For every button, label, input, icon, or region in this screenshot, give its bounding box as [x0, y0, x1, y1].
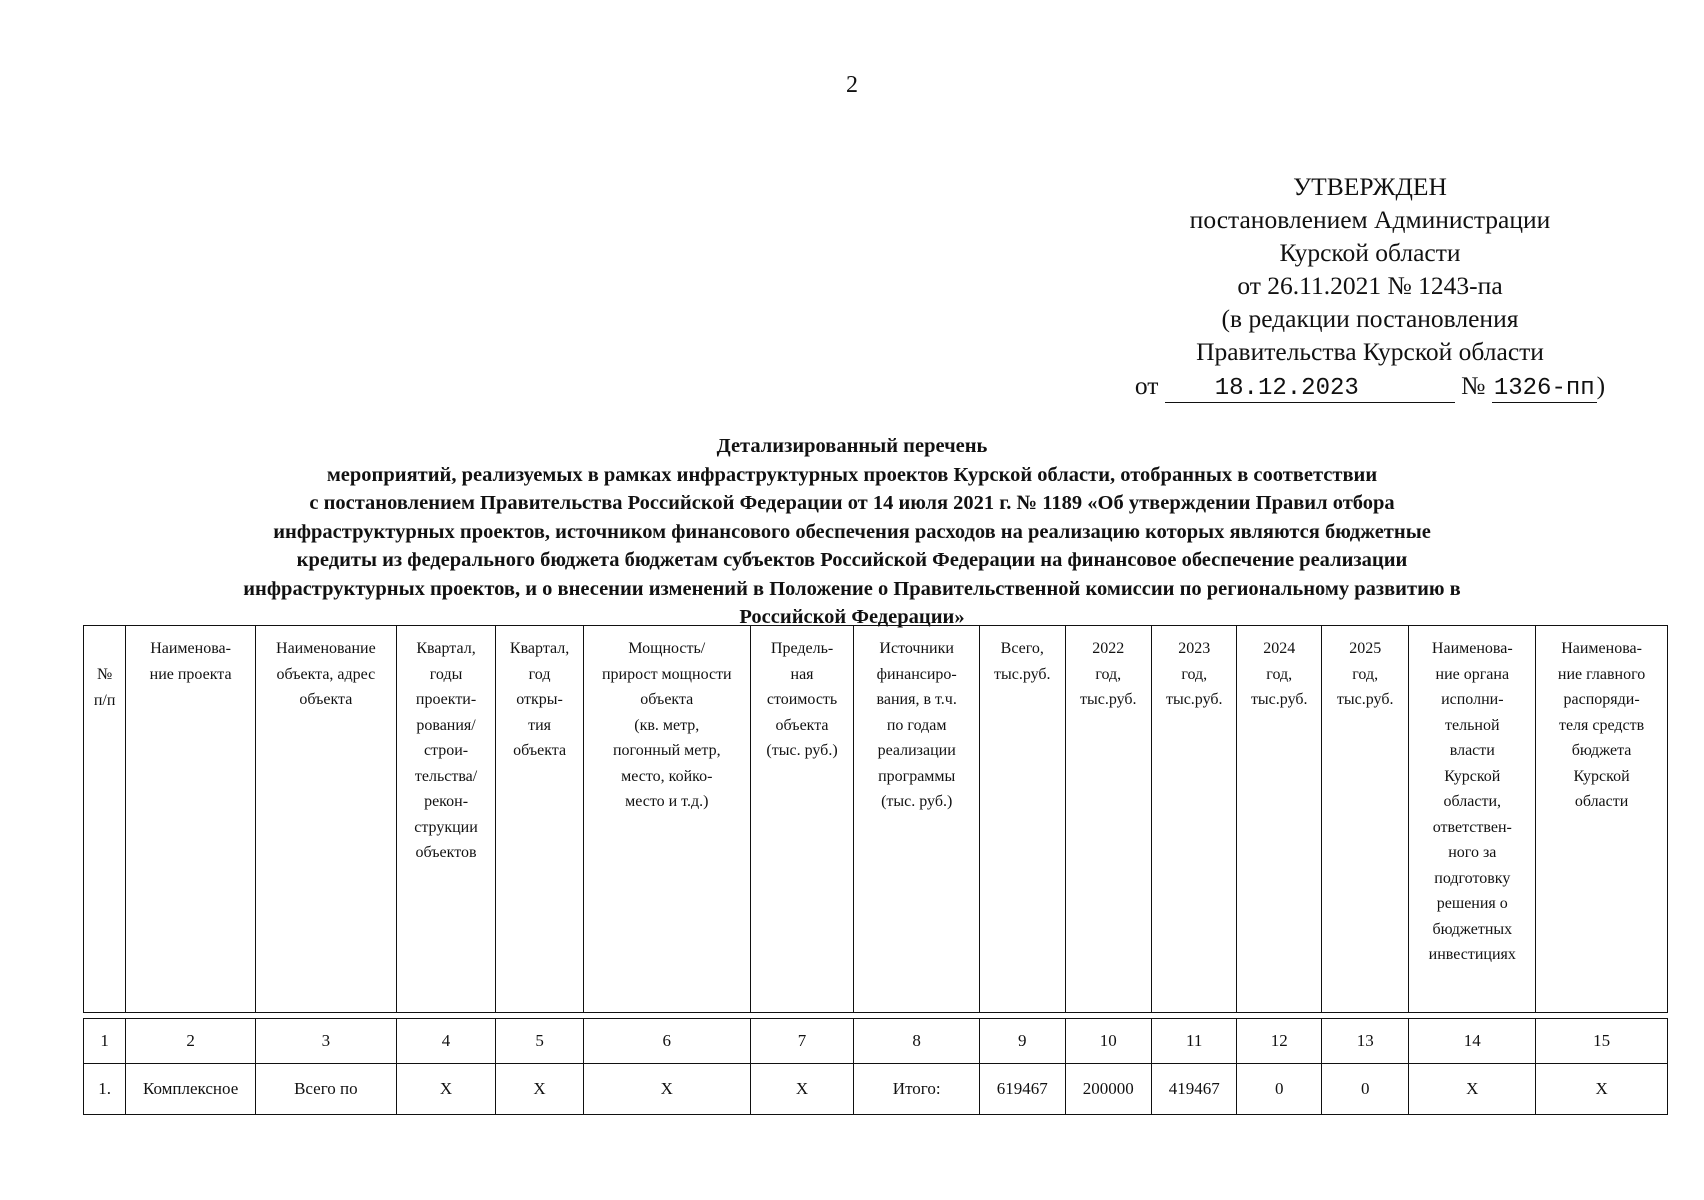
table-cell: Х	[1409, 1064, 1536, 1115]
table-cell: 419467	[1152, 1064, 1237, 1115]
table-cell: Всего по	[255, 1064, 396, 1115]
column-header-line: реализации	[877, 742, 956, 759]
table-cell: Х	[1536, 1064, 1668, 1115]
column-header-line: откры-	[516, 691, 563, 708]
column-header-line: год,	[1352, 665, 1379, 683]
column-header-line: объекта	[640, 691, 694, 708]
column-number-cell: 14	[1409, 1019, 1536, 1064]
column-header-line: решения о	[1436, 895, 1508, 912]
column-numbers-row	[84, 1019, 1668, 1064]
column-header-line: тыс.руб.	[993, 665, 1051, 683]
column-number-cell: 15	[1536, 1019, 1668, 1064]
column-header-line: 2025	[1349, 640, 1382, 657]
column-header-line: рования/	[416, 716, 476, 734]
table-cell: 619467	[980, 1064, 1065, 1115]
column-header-line: год,	[1095, 665, 1122, 683]
column-number-cell: 7	[750, 1019, 854, 1064]
closing-paren: )	[1596, 371, 1606, 400]
column-header-line: Предель-	[770, 640, 834, 657]
column-header	[980, 626, 1065, 1013]
table-row	[84, 1064, 1668, 1115]
page-number: 2	[846, 72, 858, 98]
title-line: инфраструктурных проектов, источником финансового обеспечения расходов на реализацию которых являются бюджетные	[273, 520, 1431, 543]
table-cell: 0	[1237, 1064, 1321, 1115]
column-header	[396, 626, 496, 1013]
column-header-line: №	[96, 666, 113, 683]
column-header-line: год	[528, 665, 551, 683]
column-header	[854, 626, 980, 1013]
title-line: инфраструктурных проектов, и о внесении изменений в Положение о Правительственной комиссии по региональному развитию в	[243, 577, 1461, 600]
approval-line: Правительства Курской области	[1196, 337, 1544, 366]
title-line: Российской Федерации»	[739, 606, 965, 628]
column-header-line: исполни-	[1441, 691, 1504, 708]
column-header-line: области	[1574, 793, 1629, 810]
table-cell: 200000	[1065, 1064, 1151, 1115]
column-header-line: (тыс. руб.)	[881, 793, 953, 810]
column-header	[84, 626, 126, 1013]
approval-line: Курской области	[1279, 238, 1461, 267]
column-header-line: Наименова-	[1431, 640, 1513, 657]
column-number-cell: 3	[255, 1019, 396, 1064]
column-header-line: место, койко-	[621, 767, 713, 785]
number-label: №	[1461, 371, 1486, 400]
column-header-line: ние главного	[1557, 665, 1646, 683]
column-header-line: вания, в т.ч.	[876, 691, 957, 708]
title-line: с постановлением Правительства Российской Федерации от 14 июля 2021 г. № 1189 «Об утверждении Правил отбора	[309, 492, 1395, 514]
column-number-cell: 10	[1065, 1019, 1151, 1064]
column-header-line: стоимость	[766, 691, 838, 708]
column-number-cell: 8	[854, 1019, 980, 1064]
column-header-line: п/п	[93, 691, 116, 709]
title-line: кредиты из федерального бюджета бюджетам субъектов Российской Федерации на финансовое обеспечение реализации	[296, 549, 1408, 571]
approval-line: (в редакции постановления	[1221, 304, 1519, 333]
column-header-line: подготовку	[1434, 869, 1511, 887]
table-cell: Комплексное	[126, 1064, 256, 1115]
column-header	[1152, 626, 1237, 1013]
table-cell: Итого:	[854, 1064, 980, 1115]
column-header-line: Мощность/	[628, 640, 706, 657]
column-number-cell: 6	[583, 1019, 750, 1064]
column-header	[1409, 626, 1536, 1013]
approval-line: от 26.11.2021 № 1243-па	[1237, 271, 1503, 300]
title-line: Детализированный перечень	[716, 435, 988, 457]
column-header	[1237, 626, 1321, 1013]
column-header-line: тия	[528, 716, 552, 734]
column-header-line: Курской	[1444, 767, 1501, 785]
column-header-line: Всего,	[1000, 640, 1044, 657]
column-header-line: бюджетных	[1432, 920, 1513, 938]
column-header-line: по годам	[886, 716, 947, 734]
column-header-line: Квартал,	[416, 640, 476, 657]
table-cell: Х	[583, 1064, 750, 1115]
column-header	[496, 626, 583, 1013]
table-cell: Х	[496, 1064, 583, 1115]
approval-line: УТВЕРЖДЕН	[1293, 172, 1447, 201]
column-header-line: области,	[1443, 793, 1502, 810]
column-header-line: тыс.руб.	[1079, 691, 1137, 708]
column-number-cell: 12	[1237, 1019, 1321, 1064]
column-number-cell: 9	[980, 1019, 1065, 1064]
from-label: от	[1134, 371, 1159, 400]
column-header	[1321, 626, 1408, 1013]
column-header-line: ная	[790, 665, 814, 683]
column-header-line: 2022	[1092, 640, 1125, 657]
column-header-line: объектов	[415, 844, 477, 861]
column-header	[255, 626, 396, 1013]
column-header-line: (тыс. руб.)	[766, 742, 838, 759]
column-header-line: 2024	[1263, 640, 1296, 657]
column-header-line: объекта	[775, 716, 829, 734]
column-header-line: струкции	[414, 818, 478, 836]
column-header-line: власти	[1449, 742, 1495, 759]
measures-table	[83, 625, 1668, 1115]
approval-stamp-block	[1110, 170, 1630, 403]
document-title	[0, 432, 1704, 632]
column-header-line: теля средств	[1558, 716, 1645, 734]
column-header-line: тельства/	[414, 767, 478, 785]
column-header-line: ние органа	[1435, 665, 1510, 683]
column-number-cell: 4	[396, 1019, 496, 1064]
column-header	[750, 626, 854, 1013]
column-header-line: строи-	[423, 742, 469, 759]
column-number-cell: 5	[496, 1019, 583, 1064]
column-number-cell: 11	[1152, 1019, 1237, 1064]
column-header-line: год,	[1181, 665, 1208, 683]
column-header	[126, 626, 256, 1013]
column-header-line: тельной	[1445, 716, 1500, 734]
column-header-line: (кв. метр,	[634, 716, 700, 734]
column-header-line: ние проекта	[149, 665, 232, 683]
column-header-line: проекти-	[415, 691, 477, 708]
column-header	[1536, 626, 1668, 1013]
column-header-line: бюджета	[1571, 742, 1632, 759]
table-cell: 1.	[84, 1064, 126, 1115]
column-header-line: программы	[878, 767, 956, 785]
column-number-cell: 1	[84, 1019, 126, 1064]
column-header	[1065, 626, 1151, 1013]
column-number-cell: 2	[126, 1019, 256, 1064]
column-header-line: объекта	[513, 742, 567, 759]
column-header-line: ного за	[1448, 844, 1497, 861]
column-header-line: объекта, адрес	[276, 665, 376, 683]
column-header-line: Курской	[1573, 767, 1630, 785]
column-header-line: место и т.д.)	[625, 793, 709, 810]
column-header-line: погонный метр,	[612, 742, 721, 759]
column-header-line: инвестициях	[1428, 946, 1516, 963]
table-cell: Х	[750, 1064, 854, 1115]
column-header-line: Квартал,	[509, 640, 570, 657]
column-header-line: распоряди-	[1563, 691, 1640, 708]
column-header-line: Источники	[879, 640, 954, 657]
column-header	[583, 626, 750, 1013]
table-cell: Х	[396, 1064, 496, 1115]
title-line: мероприятий, реализуемых в рамках инфраструктурных проектов Курской области, отобранных в соответствии	[326, 463, 1378, 486]
column-header-line: тыс.руб.	[1250, 691, 1308, 708]
column-header-line: ответствен-	[1432, 818, 1512, 836]
table-cell: 0	[1321, 1064, 1408, 1115]
table-header-row	[84, 626, 1668, 1013]
column-header-line: объекта	[299, 691, 353, 708]
column-header-line: тыс.руб.	[1165, 691, 1223, 708]
column-header-line: год,	[1266, 665, 1293, 683]
column-header-line: прирост мощности	[601, 665, 732, 683]
column-header-line: годы	[429, 665, 463, 683]
column-number-cell: 13	[1321, 1019, 1408, 1064]
approval-date-line	[1110, 369, 1630, 403]
column-header-line: Наименование	[276, 640, 376, 657]
approval-number-value: 1326-пп	[1493, 375, 1595, 402]
column-header-line: 2023	[1178, 640, 1211, 657]
approval-date-value: 18.12.2023	[1165, 376, 1455, 403]
column-header-line: Наименова-	[150, 640, 231, 657]
column-header-line: тыс.руб.	[1336, 691, 1394, 708]
approval-line: постановлением Администрации	[1189, 205, 1551, 234]
column-header-line: рекон-	[424, 793, 469, 810]
column-header-line: финансиро-	[876, 665, 957, 683]
column-header-line: Наименова-	[1561, 640, 1642, 657]
